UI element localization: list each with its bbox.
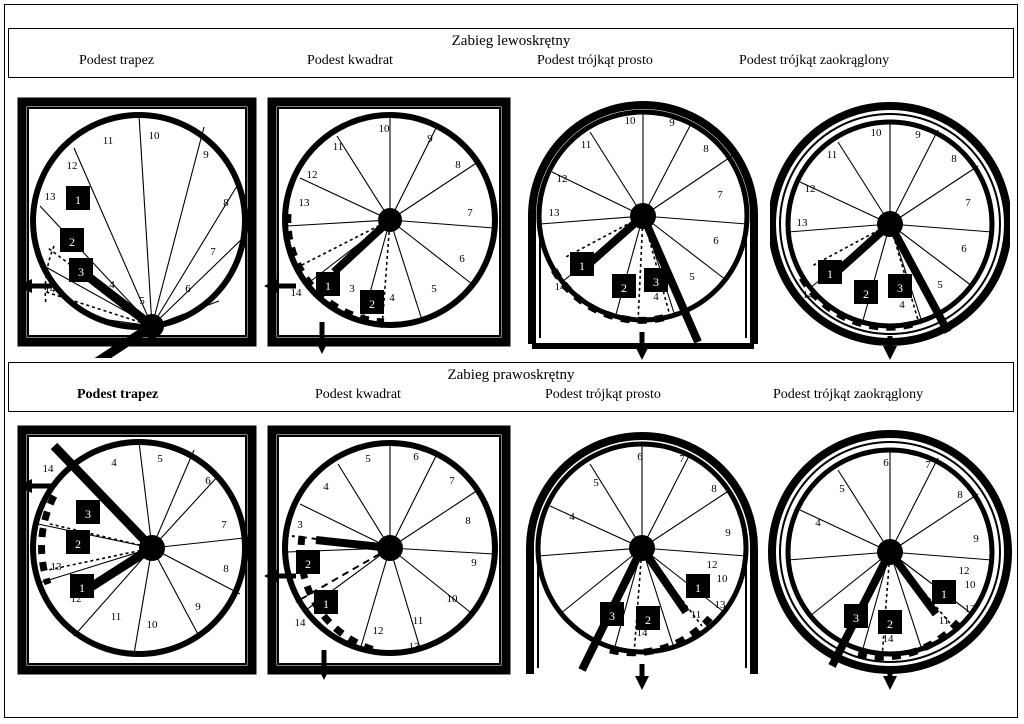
svg-text:11: 11 bbox=[826, 149, 838, 161]
svg-text:10: 10 bbox=[378, 123, 390, 135]
svg-text:14: 14 bbox=[294, 617, 306, 629]
svg-text:12: 12 bbox=[70, 593, 82, 605]
marker-1 bbox=[570, 252, 594, 276]
svg-text:6: 6 bbox=[961, 243, 967, 255]
arrow-down-icon bbox=[635, 332, 649, 360]
marker-3 bbox=[644, 268, 668, 292]
svg-text:13: 13 bbox=[298, 197, 310, 209]
svg-text:2: 2 bbox=[645, 613, 651, 627]
svg-text:9: 9 bbox=[195, 601, 201, 613]
svg-text:9: 9 bbox=[471, 557, 477, 569]
svg-text:9: 9 bbox=[725, 527, 731, 539]
panel-label-lewo-trojkat-zaokraglony: Podest trójkąt zaokrąglony bbox=[739, 53, 890, 68]
svg-text:7: 7 bbox=[210, 246, 216, 258]
svg-text:11: 11 bbox=[332, 141, 344, 153]
section-title-lewoskretny: Zabieg lewoskrętny bbox=[451, 33, 571, 49]
svg-text:6: 6 bbox=[883, 457, 889, 469]
svg-text:7: 7 bbox=[717, 189, 723, 201]
svg-text:3: 3 bbox=[609, 609, 615, 623]
svg-text:4: 4 bbox=[815, 517, 821, 529]
marker-1 bbox=[818, 260, 842, 284]
panel-label-prawo-trapez: Podest trapez bbox=[77, 387, 159, 402]
svg-text:12: 12 bbox=[706, 559, 718, 571]
section-header-lewoskretny bbox=[8, 28, 1014, 78]
svg-text:7: 7 bbox=[221, 519, 227, 531]
svg-text:10: 10 bbox=[148, 130, 160, 142]
panel-lewo-trapez-drawing bbox=[14, 96, 264, 358]
svg-text:4: 4 bbox=[653, 291, 659, 303]
panel-prawo-trapez bbox=[14, 424, 264, 686]
marker-1 bbox=[316, 272, 340, 296]
svg-text:6: 6 bbox=[413, 451, 419, 463]
panel-lewo-trojkat-prosto bbox=[520, 94, 766, 360]
svg-text:4: 4 bbox=[111, 457, 117, 469]
svg-text:7: 7 bbox=[449, 475, 455, 487]
svg-text:10: 10 bbox=[964, 579, 976, 591]
svg-text:12: 12 bbox=[958, 565, 970, 577]
panel-prawo-trojkat-prosto bbox=[516, 420, 766, 690]
svg-text:4: 4 bbox=[569, 511, 575, 523]
svg-text:4: 4 bbox=[109, 279, 115, 291]
svg-text:1: 1 bbox=[79, 581, 85, 595]
svg-text:11: 11 bbox=[938, 615, 950, 627]
svg-text:2: 2 bbox=[863, 287, 869, 301]
svg-text:2: 2 bbox=[621, 281, 627, 295]
panel-prawo-kwadrat bbox=[262, 424, 518, 686]
svg-text:12: 12 bbox=[556, 173, 568, 185]
panel-lewo-trapez bbox=[14, 96, 264, 358]
svg-text:9: 9 bbox=[915, 129, 921, 141]
svg-text:13: 13 bbox=[408, 641, 420, 653]
svg-text:10: 10 bbox=[624, 115, 636, 127]
svg-text:6: 6 bbox=[205, 475, 211, 487]
svg-text:3: 3 bbox=[897, 281, 903, 295]
section-labels-prawoskretny bbox=[9, 387, 1013, 413]
svg-text:1: 1 bbox=[75, 193, 81, 207]
svg-text:3: 3 bbox=[85, 507, 91, 521]
svg-text:3: 3 bbox=[349, 283, 355, 295]
svg-text:10: 10 bbox=[716, 573, 728, 585]
svg-text:2: 2 bbox=[887, 617, 893, 631]
marker-2 bbox=[360, 290, 384, 314]
section-title-prawoskretny: Zabieg prawoskrętny bbox=[447, 367, 575, 383]
svg-text:14: 14 bbox=[290, 287, 302, 299]
panel-prawo-kwadrat-drawing bbox=[262, 424, 518, 686]
marker-3 bbox=[600, 602, 624, 626]
marker-2 bbox=[66, 530, 90, 554]
svg-text:11: 11 bbox=[690, 609, 702, 621]
svg-text:11: 11 bbox=[412, 615, 424, 627]
svg-text:8: 8 bbox=[703, 143, 709, 155]
svg-text:6: 6 bbox=[637, 451, 643, 463]
svg-text:4: 4 bbox=[899, 299, 905, 311]
svg-text:11: 11 bbox=[580, 139, 592, 151]
svg-text:1: 1 bbox=[941, 587, 947, 601]
panel-prawo-trapez-drawing bbox=[14, 424, 264, 686]
svg-text:3: 3 bbox=[653, 275, 659, 289]
svg-text:9: 9 bbox=[427, 133, 433, 145]
svg-text:5: 5 bbox=[139, 295, 145, 307]
svg-text:10: 10 bbox=[446, 593, 458, 605]
svg-text:4: 4 bbox=[323, 481, 329, 493]
svg-text:3: 3 bbox=[297, 519, 303, 531]
svg-text:13: 13 bbox=[44, 191, 56, 203]
svg-text:14: 14 bbox=[42, 463, 54, 475]
svg-text:1: 1 bbox=[579, 259, 585, 273]
panel-lewo-trojkat-prosto-drawing bbox=[520, 94, 766, 360]
marker-2 bbox=[612, 274, 636, 298]
svg-text:7: 7 bbox=[679, 453, 685, 465]
svg-text:12: 12 bbox=[66, 160, 78, 172]
marker-2 bbox=[60, 228, 84, 252]
svg-text:2: 2 bbox=[75, 537, 81, 551]
svg-text:12: 12 bbox=[306, 169, 318, 181]
svg-text:5: 5 bbox=[839, 483, 845, 495]
svg-text:2: 2 bbox=[369, 297, 375, 311]
svg-text:8: 8 bbox=[957, 489, 963, 501]
svg-text:6: 6 bbox=[185, 283, 191, 295]
panel-label-prawo-trojkat-prosto: Podest trójkąt prosto bbox=[545, 387, 661, 402]
svg-text:14: 14 bbox=[44, 283, 56, 295]
svg-text:3: 3 bbox=[78, 265, 84, 279]
marker-3 bbox=[76, 500, 100, 524]
svg-text:9: 9 bbox=[973, 533, 979, 545]
panel-lewo-kwadrat-drawing bbox=[262, 96, 518, 358]
marker-2 bbox=[296, 550, 320, 574]
panel-lewo-trojkat-zaokraglony bbox=[770, 96, 1010, 360]
svg-text:12: 12 bbox=[804, 183, 816, 195]
panel-prawo-trojkat-prosto-drawing bbox=[516, 420, 766, 690]
arrow-down-icon bbox=[635, 664, 649, 690]
svg-text:1: 1 bbox=[695, 581, 701, 595]
svg-text:10: 10 bbox=[870, 127, 882, 139]
svg-text:5: 5 bbox=[689, 271, 695, 283]
section-labels-lewoskretny bbox=[9, 53, 1013, 79]
svg-text:13: 13 bbox=[964, 603, 976, 615]
svg-text:5: 5 bbox=[937, 279, 943, 291]
panel-prawo-trojkat-zaokraglony bbox=[768, 422, 1012, 690]
svg-text:8: 8 bbox=[455, 159, 461, 171]
svg-text:3: 3 bbox=[853, 611, 859, 625]
svg-text:6: 6 bbox=[459, 253, 465, 265]
marker-1 bbox=[66, 186, 90, 210]
svg-text:9: 9 bbox=[203, 149, 209, 161]
svg-text:8: 8 bbox=[951, 153, 957, 165]
svg-text:8: 8 bbox=[223, 563, 229, 575]
svg-text:5: 5 bbox=[431, 283, 437, 295]
svg-text:5: 5 bbox=[157, 453, 163, 465]
panel-label-lewo-trapez: Podest trapez bbox=[79, 53, 155, 68]
svg-text:7: 7 bbox=[467, 207, 473, 219]
svg-text:14: 14 bbox=[636, 627, 648, 639]
marker-3 bbox=[69, 258, 93, 282]
svg-text:2: 2 bbox=[69, 235, 75, 249]
svg-text:5: 5 bbox=[365, 453, 371, 465]
svg-text:14: 14 bbox=[554, 281, 566, 293]
svg-text:14: 14 bbox=[882, 633, 894, 645]
marker-2 bbox=[854, 280, 878, 304]
svg-text:4: 4 bbox=[389, 292, 395, 304]
svg-text:7: 7 bbox=[925, 459, 931, 471]
panel-label-prawo-kwadrat: Podest kwadrat bbox=[315, 387, 401, 402]
svg-text:11: 11 bbox=[110, 611, 122, 623]
marker-1 bbox=[932, 580, 956, 604]
panel-lewo-trojkat-zaokraglony-drawing bbox=[770, 96, 1010, 360]
svg-text:5: 5 bbox=[593, 477, 599, 489]
svg-text:6: 6 bbox=[713, 235, 719, 247]
svg-text:1: 1 bbox=[827, 267, 833, 281]
panel-label-prawo-trojkat-zaokraglony: Podest trójkąt zaokrąglony bbox=[773, 387, 924, 402]
svg-text:13: 13 bbox=[796, 217, 808, 229]
svg-text:1: 1 bbox=[323, 597, 329, 611]
marker-1 bbox=[314, 590, 338, 614]
svg-text:8: 8 bbox=[711, 483, 717, 495]
svg-text:2: 2 bbox=[305, 557, 311, 571]
marker-3 bbox=[844, 604, 868, 628]
panel-label-lewo-kwadrat: Podest kwadrat bbox=[307, 53, 393, 68]
svg-text:7: 7 bbox=[965, 197, 971, 209]
svg-text:14: 14 bbox=[802, 289, 814, 301]
panel-prawo-trojkat-zaokraglony-drawing bbox=[768, 422, 1012, 690]
svg-text:10: 10 bbox=[146, 619, 158, 631]
marker-1 bbox=[686, 574, 710, 598]
svg-text:13: 13 bbox=[50, 561, 62, 573]
svg-text:13: 13 bbox=[714, 599, 726, 611]
marker-2 bbox=[878, 610, 902, 634]
svg-text:12: 12 bbox=[372, 625, 384, 637]
svg-text:13: 13 bbox=[548, 207, 560, 219]
svg-text:8: 8 bbox=[465, 515, 471, 527]
marker-3 bbox=[888, 274, 912, 298]
svg-text:9: 9 bbox=[669, 117, 675, 129]
panel-label-lewo-trojkat-prosto: Podest trójkąt prosto bbox=[537, 53, 653, 68]
svg-text:8: 8 bbox=[223, 197, 229, 209]
section-header-prawoskretny bbox=[8, 362, 1014, 412]
panel-lewo-kwadrat bbox=[262, 96, 518, 358]
svg-text:11: 11 bbox=[102, 135, 114, 147]
svg-text:1: 1 bbox=[325, 279, 331, 293]
